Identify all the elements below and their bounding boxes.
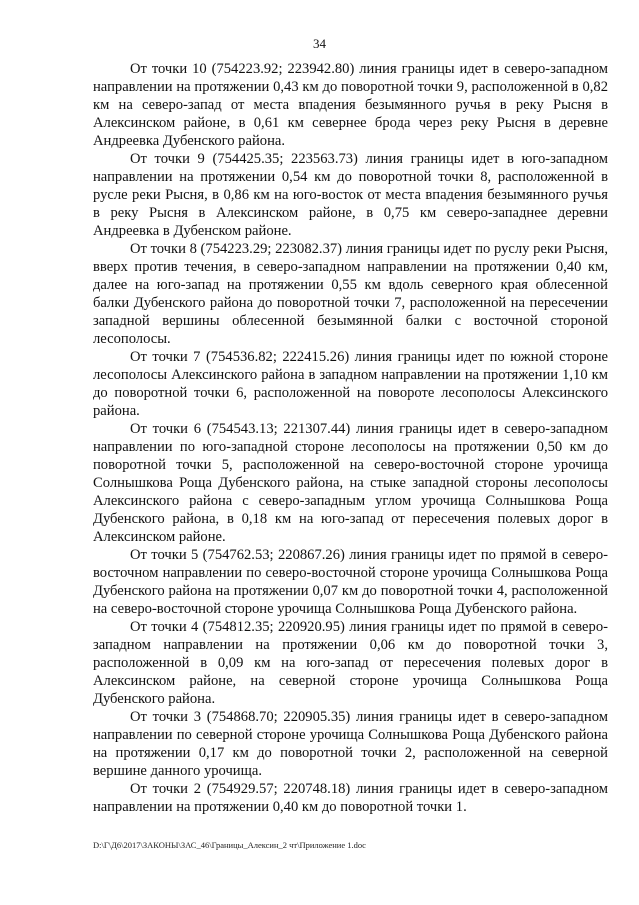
paragraph-point-4: От точки 4 (754812.35; 220920.95) линия границы идет по прямой в северо-западном направлении на протяжении 0,06 км до поворотной точки 3, расположенной в 0,09 км на юго-запад от пересечения полевых дорог в Алексинском районе, на северной стороне урочища Солнышкова Роща Дубенского района. — [93, 619, 608, 707]
paragraph-point-10: От точки 10 (754223.92; 223942.80) линия границы идет в северо-западном направлении на протяжении 0,43 км до поворотной точки 9, расположенной в 0,82 км на северо-запад от места впадения безымянного ручья в реку Рысня в Алексинском районе, в 0,61 км севернее брода через реку Рысня в деревне Андреевка Дубенского района. — [93, 61, 608, 149]
footer-file-path: D:\Г\Д6\2017\ЗАКОНЫ\ЗАС_46\Границы_Алексин_2 чт\Приложение 1.doc — [93, 840, 366, 850]
paragraph-point-6: От точки 6 (754543.13; 221307.44) линия границы идет в северо-западном направлении по юго-западной стороне лесополосы на протяжении 0,50 км до поворотной точки 5, расположенной на северо-восточной стороне урочища Солнышкова Роща Дубенского района, на стыке западной стороны лесополосы Алексинского района с северо-западным углом урочища Солнышкова Роща Дубенского района, в 0,18 км на юго-запад от пересечения полевых дорог в Алексинском районе. — [93, 421, 608, 545]
paragraph-point-3: От точки 3 (754868.70; 220905.35) линия границы идет в северо-западном направлении по северной стороне урочища Солнышкова Роща Дубенского района на протяжении 0,17 км до поворотной точки 2, расположенной на северной вершине данного урочища. — [93, 709, 608, 779]
paragraph-point-2: От точки 2 (754929.57; 220748.18) линия границы идет в северо-западном направлении на протяжении 0,40 км до поворотной точки 1. — [93, 781, 608, 815]
paragraph-point-5: От точки 5 (754762.53; 220867.26) линия границы идет по прямой в северо-восточном направлении по северо-восточной стороне урочища Солнышкова Роща Дубенского района на протяжении 0,07 км до поворотной точки 4, расположенной на северо-восточной стороне урочища Солнышкова Роща Дубенского района. — [93, 547, 608, 617]
document-body — [93, 60, 608, 816]
paragraph-point-9: От точки 9 (754425.35; 223563.73) линия границы идет в юго-западном направлении на протяжении 0,54 км до поворотной точки 8, расположенной в русле реки Рысня, в 0,86 км на юго-восток от места впадения безымянного ручья в реку Рысня в Алексинском районе, в 0,75 км северо-западнее деревни Андреевка в Дубенском районе. — [93, 151, 608, 239]
paragraph-point-8: От точки 8 (754223.29; 223082.37) линия границы идет по руслу реки Рысня, вверх против течения, в северо-западном направлении на протяжении 0,40 км, далее на юго-запад на протяжении 0,55 км вдоль северного края облесенной балки Дубенского района до поворотной точки 7, расположенной на пересечении западной вершины облесенной безымянной балки с восточной стороной лесополосы. — [93, 241, 608, 347]
paragraph-point-7: От точки 7 (754536.82; 222415.26) линия границы идет по южной стороне лесополосы Алексинского района в западном направлении на протяжении 1,10 км до поворотной точки 6, расположенной на повороте лесополосы Алексинского района. — [93, 349, 608, 419]
page-number: 34 — [313, 36, 326, 51]
